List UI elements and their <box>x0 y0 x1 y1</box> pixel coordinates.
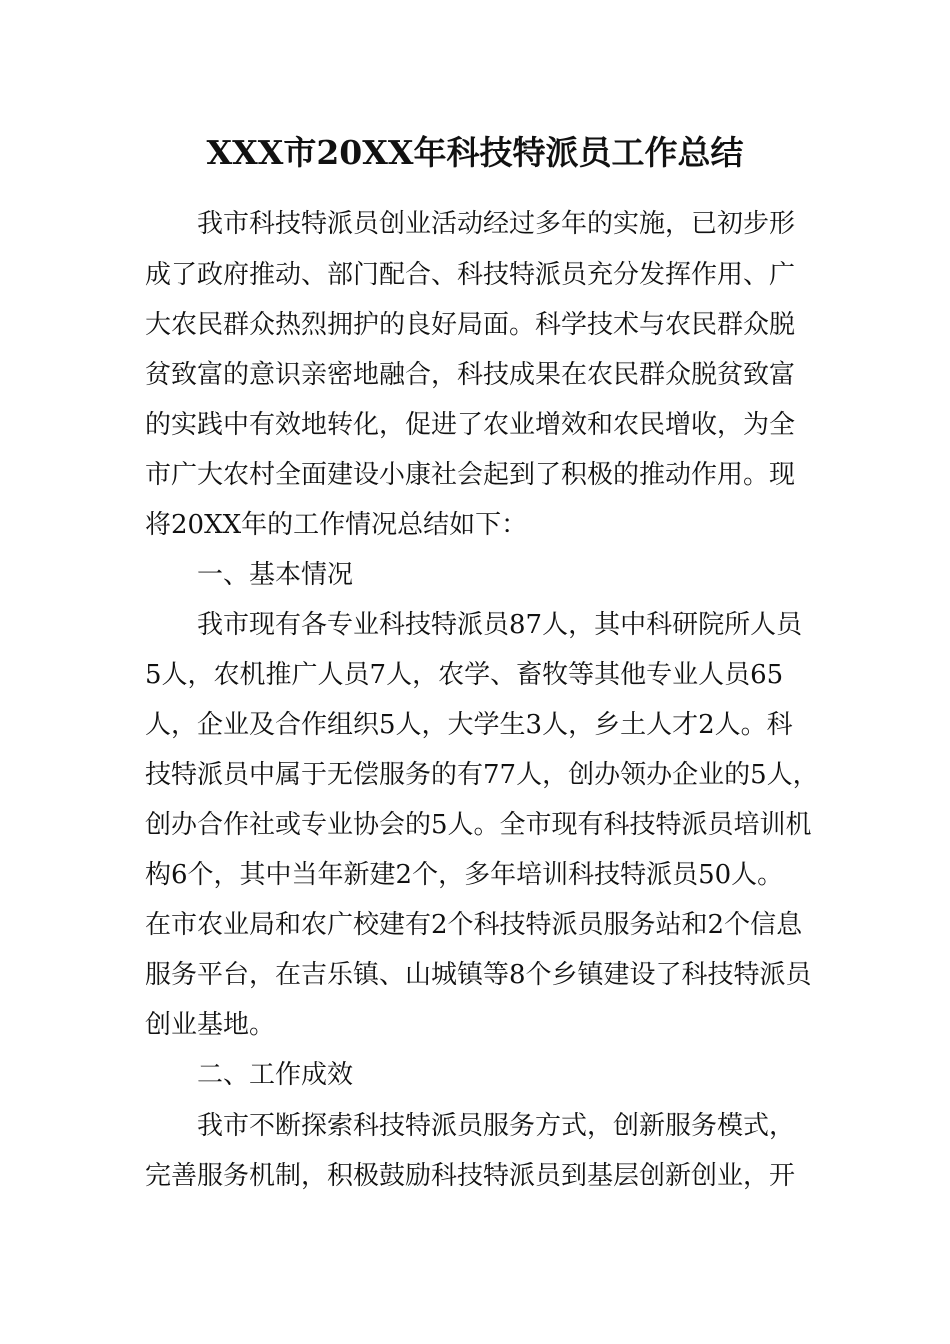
paragraph-line: 我市科技特派员创业活动经过多年的实施，已初步形 <box>197 209 796 239</box>
paragraph-line: 创业基地。 <box>145 1010 276 1040</box>
section-heading: 一、基本情况 <box>197 560 354 590</box>
paragraph-line: 构6个，其中当年新建2个，多年培训科技特派员50人。 <box>145 860 784 890</box>
paragraph-line: 将20XX年的工作情况总结如下： <box>145 510 528 540</box>
paragraph-line: 在市农业局和农广校建有2个科技特派员服务站和2个信息 <box>145 910 803 940</box>
paragraph-line: 贫致富的意识亲密地融合，科技成果在农民群众脱贫致富 <box>145 360 796 390</box>
paragraph-line: 技特派员中属于无偿服务的有77人，创办领办企业的5人， <box>145 760 819 790</box>
paragraph-line: 完善服务机制，积极鼓励科技特派员到基层创新创业，开 <box>145 1161 796 1191</box>
paragraph-line: 我市现有各专业科技特派员87人，其中科研院所人员 <box>197 610 803 640</box>
paragraph-line: 人，企业及合作组织5人，大学生3人，乡土人才2人。科 <box>145 710 793 740</box>
paragraph-line: 成了政府推动、部门配合、科技特派员充分发挥作用、广 <box>145 260 796 290</box>
section-heading: 二、工作成效 <box>197 1060 354 1090</box>
paragraph-line: 大农民群众热烈拥护的良好局面。科学技术与农民群众脱 <box>145 310 796 340</box>
document-title: XXX市20XX年科技特派员工作总结 <box>206 133 744 172</box>
paragraph-line: 创办合作社或专业协会的5人。全市现有科技特派员培训机 <box>145 810 812 840</box>
paragraph-line: 市广大农村全面建设小康社会起到了积极的推动作用。现 <box>145 460 796 490</box>
paragraph-line: 5人，农机推广人员7人，农学、畜牧等其他专业人员65 <box>145 660 784 690</box>
paragraph-line: 我市不断探索科技特派员服务方式，创新服务模式， <box>197 1111 796 1141</box>
paragraph-line: 服务平台，在吉乐镇、山城镇等8个乡镇建设了科技特派员 <box>145 960 812 990</box>
paragraph-line: 的实践中有效地转化，促进了农业增效和农民增收，为全 <box>145 410 796 440</box>
